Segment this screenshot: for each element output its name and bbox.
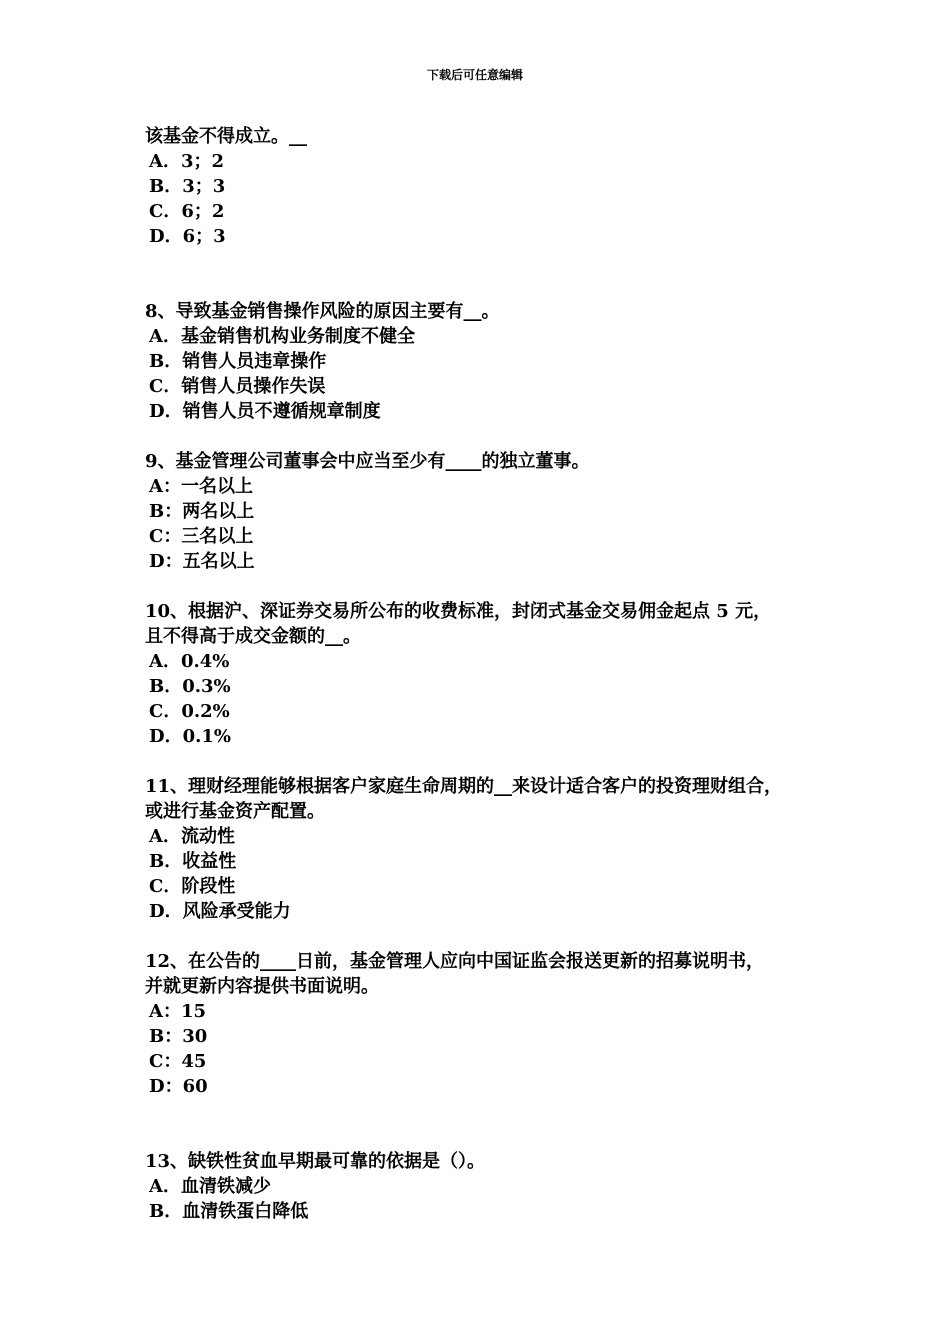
option-a: A．3；2 — [149, 151, 225, 172]
option-a: A：一名以上 — [149, 476, 253, 497]
question-stem-line-1: 12、在公告的____日前，基金管理人应向中国证监会报送更新的招募说明书， — [145, 951, 765, 972]
page-header: 下载后可任意编辑 — [426, 68, 523, 82]
question-11 — [145, 774, 845, 924]
option-c: C：45 — [149, 1051, 207, 1072]
option-d: D．0.1% — [149, 726, 232, 747]
option-d: D．销售人员不遵循规章制度 — [149, 401, 381, 422]
question-13 — [145, 1149, 845, 1224]
question-stem: 9、基金管理公司董事会中应当至少有____的独立董事。 — [145, 451, 590, 472]
option-b: B：两名以上 — [149, 501, 255, 522]
question-list — [145, 124, 845, 1224]
question-stem-line-1: 10、根据沪、深证券交易所公布的收费标准，封闭式基金交易佣金起点 5 元， — [145, 601, 772, 622]
option-a: A：15 — [149, 1001, 207, 1022]
option-b: B．销售人员违章操作 — [149, 351, 327, 372]
option-b: B．3；3 — [149, 176, 226, 197]
option-b: B．收益性 — [149, 851, 237, 872]
option-d: D：60 — [149, 1076, 208, 1097]
option-d: D．风险承受能力 — [149, 901, 291, 922]
option-a: A．血清铁减少 — [149, 1176, 271, 1197]
option-b: B．0.3% — [149, 676, 231, 697]
question-stem: 13、缺铁性贫血早期最可靠的依据是（）。 — [145, 1151, 486, 1172]
option-d: D．6；3 — [149, 226, 226, 247]
question-7 — [145, 124, 845, 249]
question-9 — [145, 449, 845, 574]
question-stem-line-2: 且不得高于成交金额的__。 — [145, 626, 361, 647]
question-stem: 该基金不得成立。__ — [145, 126, 307, 147]
question-stem: 8、导致基金销售操作风险的原因主要有__。 — [145, 301, 500, 322]
option-c: C．阶段性 — [149, 876, 236, 897]
option-c: C．销售人员操作失误 — [149, 376, 326, 397]
question-8 — [145, 299, 845, 424]
option-a: A．流动性 — [149, 826, 235, 847]
option-b: B．血清铁蛋白降低 — [149, 1201, 309, 1222]
option-d: D：五名以上 — [149, 551, 255, 572]
option-b: B：30 — [149, 1026, 208, 1047]
option-a: A．0.4% — [149, 651, 230, 672]
question-12 — [145, 949, 845, 1099]
option-c: C：三名以上 — [149, 526, 254, 547]
question-10 — [145, 599, 845, 749]
question-stem-line-2: 或进行基金资产配置。 — [145, 801, 325, 822]
option-c: C．0.2% — [149, 701, 230, 722]
question-stem-line-2: 并就更新内容提供书面说明。 — [145, 976, 379, 997]
question-stem-line-1: 11、理财经理能够根据客户家庭生命周期的__来设计适合客户的投资理财组合， — [145, 776, 783, 797]
option-a: A．基金销售机构业务制度不健全 — [149, 326, 415, 347]
option-c: C．6；2 — [149, 201, 225, 222]
